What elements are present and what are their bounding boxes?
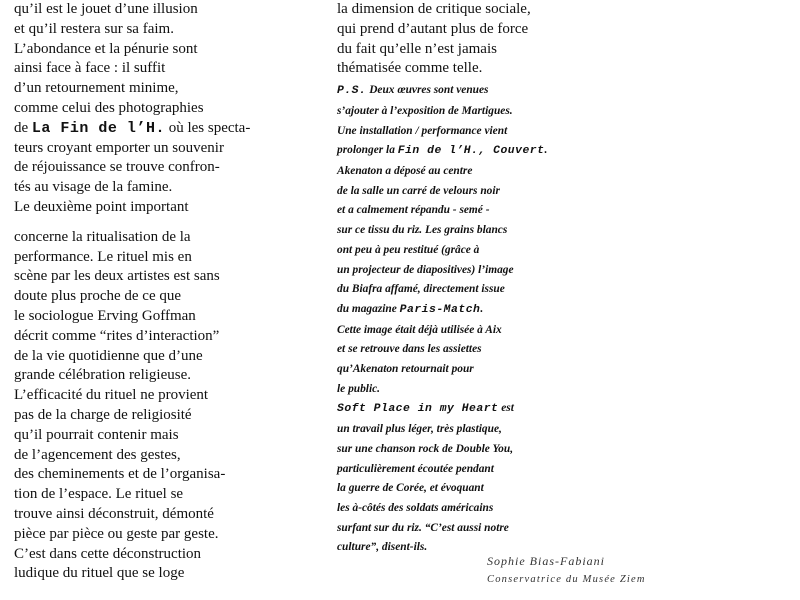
text-line: le public.: [337, 382, 381, 395]
text-line: et qu’il restera sur sa faim.: [14, 20, 174, 37]
text-line: qu’il est le jouet d’une illusion: [14, 1, 198, 17]
text-line: ainsi face à face : il suffit: [14, 60, 166, 77]
text-line: doute plus proche de ce que: [14, 288, 182, 305]
text-line: performance. Le rituel mis en: [14, 248, 192, 265]
text-line: de la vie quotidienne que d’une: [14, 347, 203, 364]
magazine-title: Paris-Match: [399, 303, 481, 316]
text-line: C’est dans cette déconstruction: [14, 545, 202, 562]
text-line: décrit comme “rites d’interaction”: [14, 327, 220, 344]
ps-paragraph-c: [337, 420, 637, 558]
text-line: qu’Akenaton retournait pour: [337, 363, 474, 376]
text-line: du fait qu’elle n’est jamais: [337, 40, 497, 57]
text-line: comme celui des photographies: [14, 99, 204, 116]
work-title: Fin de l’H., Couvert: [397, 145, 545, 158]
left-paragraph-3: [14, 228, 314, 584]
text-line: grande célébration religieuse.: [14, 367, 191, 384]
text-line: qui prend d’autant plus de force: [337, 20, 529, 37]
text-line: de réjouissance se trouve confron-: [14, 159, 220, 176]
text-line: scène par les deux artistes est sans: [14, 268, 220, 285]
text-line: L’efficacité du rituel ne provient: [14, 387, 209, 404]
text-line: teurs croyant emporter un souvenir: [14, 139, 224, 156]
right-paragraph-1: [337, 0, 637, 79]
left-paragraph-1: [14, 0, 314, 119]
signature-block: [487, 552, 646, 588]
ps-paragraph-a: [337, 162, 637, 300]
right-column: [337, 0, 637, 558]
text-line: L’abondance et la pénurie sont: [14, 40, 198, 57]
text-line: ludique du rituel que se loge: [14, 565, 185, 582]
text-line: qu’il pourrait contenir mais: [14, 426, 179, 443]
text-line: de La Fin de l’H. où les specta-: [14, 119, 251, 137]
text-line: les à-côtés des soldats américains: [337, 501, 494, 514]
text-line: un projecteur de diapositives) l’image: [337, 263, 514, 276]
text-line: un travail plus léger, très plastique,: [337, 423, 502, 436]
text-line: et se retrouve dans les assiettes: [337, 343, 482, 356]
text-line: sur une chanson rock de Double You,: [337, 442, 514, 455]
text-line: et a calmement répandu - semé -: [337, 204, 490, 217]
text-line: Cette image était déjà utilisée à Aix: [337, 323, 502, 336]
text-line: de la salle un carré de velours noir: [337, 184, 500, 197]
text-line: Soft Place in my Heart est: [337, 402, 514, 416]
text-line: particulièrement écoutée pendant: [337, 462, 494, 475]
text-line: du Biafra affamé, directement issue: [337, 283, 505, 296]
text-line: de l’agencement des gestes,: [14, 446, 181, 463]
work-title: Soft Place in my Heart: [337, 403, 499, 416]
ps-label: P.S.: [337, 85, 367, 98]
text-line: le sociologue Erving Goffman: [14, 307, 196, 324]
text-line: pièce par pièce ou geste par geste.: [14, 525, 219, 542]
text-line: s’ajouter à l’exposition de Martigues.: [337, 104, 513, 117]
text-line: Le deuxième point important: [14, 198, 189, 215]
text-line: concerne la ritualisation de la: [14, 228, 191, 245]
postscript: [337, 81, 637, 558]
text-line: ont peu à peu restitué (grâce à: [337, 243, 480, 256]
text-line: du magazine Paris-Match.: [337, 302, 484, 316]
text-line: pas de la charge de religiosité: [14, 406, 192, 423]
text-line: thématisée comme telle.: [337, 60, 483, 77]
text-line: tion de l’espace. Le rituel se: [14, 486, 184, 503]
author-name: Sophie Bias-Fabiani: [487, 554, 605, 568]
work-title: La Fin de l’H.: [31, 119, 165, 137]
text-line: culture”, disent-ils.: [337, 541, 428, 554]
ps-paragraph-b: [337, 321, 637, 400]
text-line: surfant sur du riz. “C’est aussi notre: [337, 521, 509, 534]
text-line: Une installation / performance vient: [337, 124, 508, 137]
text-line: prolonger la Fin de l’H., Couvert.: [337, 144, 548, 158]
text-line: tés au visage de la famine.: [14, 179, 173, 196]
text-line: des cheminements et de l’organisa-: [14, 466, 226, 483]
text-line: Akenaton a déposé au centre: [337, 165, 473, 177]
text-line: la guerre de Corée, et évoquant: [337, 482, 484, 495]
left-paragraph-2: [14, 139, 314, 218]
text-line: trouve ainsi déconstruit, démonté: [14, 505, 214, 522]
text-line: la dimension de critique sociale,: [337, 1, 531, 17]
left-column: [14, 0, 314, 584]
text-line: d’un retournement minime,: [14, 80, 179, 97]
text-line: sur ce tissu du riz. Les grains blancs: [337, 224, 508, 237]
text-line: P.S. Deux œuvres sont venues: [337, 84, 489, 98]
author-role: Conservatrice du Musée Ziem: [487, 574, 646, 585]
spacer: [14, 218, 314, 228]
